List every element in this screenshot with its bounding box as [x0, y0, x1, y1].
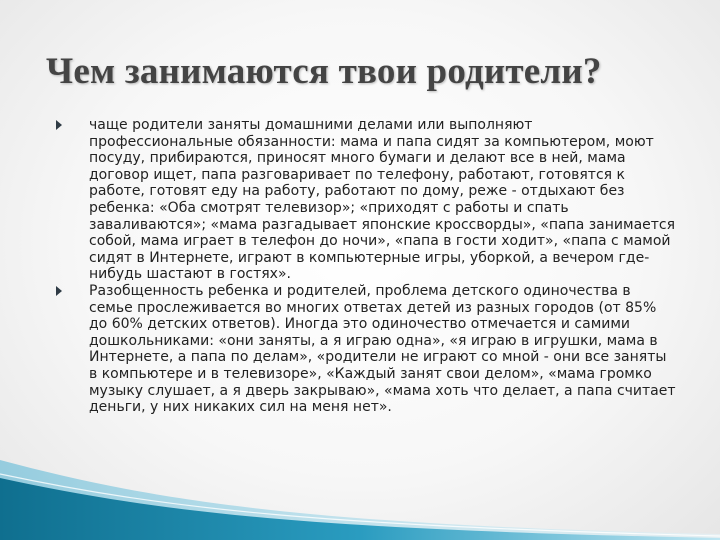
- slide-title: Чем занимаются твои родители?: [46, 51, 602, 92]
- bullet-item: [56, 117, 676, 283]
- bullet-arrow-icon: [56, 120, 62, 130]
- bullet-text: чаще родители заняты домашними делами или выполняют профессиональные обязанности: мама и папа сидят за компьютером, моют посуду, прибираются, приносят много бумаги и делают все в ней, мама договор ищет, папа разговаривает по телефону, работают, готовятся к работе, готовят еду на работу, работают по дому, реже - отдыхают без ребенка: «Оба смотрят телевизор»; «приходят с работы и спать заваливаются»; «мама разгадывает японские кроссворды», «папа занимается собой, мама играет в телефон до ночи», «папа в гости ходит», «папа с мамой сидят в Интернете, играют в компьютерные игры, уборкой, а вечером где-нибудь шастают в гостях».: [89, 117, 676, 283]
- bullet-item: [56, 283, 676, 416]
- bullet-list: [56, 117, 676, 416]
- bullet-text: Разобщенность ребенка и родителей, проблема детского одиночества в семье прослеживается во многих ответах детей из разных городов (от 85% до 60% детских ответов). Иногда это одиночество отмечается и самими дошкольниками: «они заняты, а я играю одна», «я играю в игрушки, мама в Интернете, а папа по делам», «родители не играют со мной - они все заняты в компьютере и в телевизоре», «Каждый занят свои делом», «мама громко музыку слушает, а я дверь закрываю», «мама хоть что делает, а папа считает деньги, у них никаких сил на меня нет».: [89, 282, 676, 416]
- decorative-wave: [0, 430, 720, 540]
- bullet-arrow-icon: [56, 286, 62, 296]
